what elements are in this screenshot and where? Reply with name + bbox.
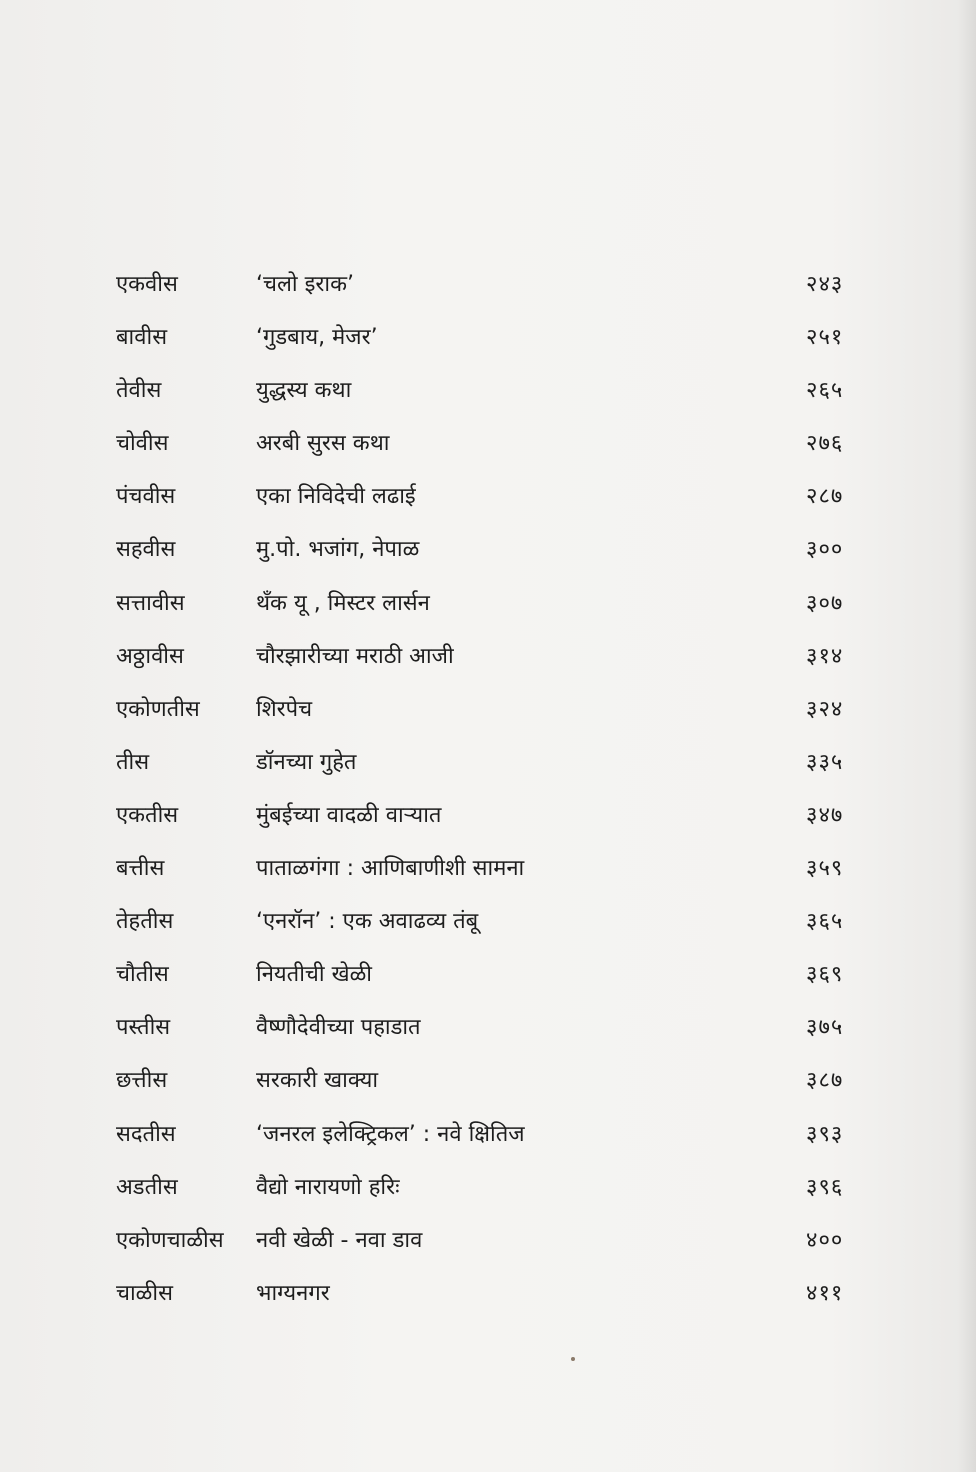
chapter-number: चोवीस bbox=[116, 431, 169, 457]
toc-entry bbox=[0, 642, 976, 695]
chapter-number: बत्तीस bbox=[116, 856, 165, 882]
chapter-title: नियतीची खेळी bbox=[256, 962, 372, 988]
page-number: २५१ bbox=[806, 325, 844, 351]
chapter-title: थँक यू , मिस्टर लार्सन bbox=[256, 590, 430, 616]
toc-entry bbox=[0, 1173, 976, 1226]
chapter-number: सत्तावीस bbox=[116, 590, 185, 616]
page-number: २६५ bbox=[806, 378, 844, 404]
toc-entry bbox=[0, 960, 976, 1013]
table-of-contents bbox=[0, 270, 976, 1332]
chapter-number: पस्तीस bbox=[116, 1015, 171, 1041]
page-number: ३४७ bbox=[806, 802, 844, 828]
chapter-title: पाताळगंगा : आणिबाणीशी सामना bbox=[256, 856, 525, 882]
chapter-title: ‘जनरल इलेक्ट्रिकल’ : नवे क्षितिज bbox=[256, 1121, 525, 1147]
chapter-title: भाग्यनगर bbox=[256, 1280, 330, 1306]
chapter-number: एकतीस bbox=[116, 802, 179, 828]
chapter-title: ‘गुडबाय, मेजर’ bbox=[256, 325, 378, 351]
chapter-number: तेहतीस bbox=[116, 909, 174, 935]
chapter-title: मु.पो. भजांग, नेपाळ bbox=[256, 537, 420, 563]
page-number: ३७५ bbox=[806, 1015, 844, 1041]
chapter-number: एकोणचाळीस bbox=[116, 1227, 224, 1253]
chapter-number: अडतीस bbox=[116, 1174, 178, 1200]
chapter-number: छत्तीस bbox=[116, 1068, 168, 1094]
chapter-number: पंचवीस bbox=[116, 484, 176, 510]
page-number: ३०० bbox=[806, 537, 844, 563]
chapter-title: डॉनच्या गुहेत bbox=[256, 749, 357, 775]
chapter-number: एकोणतीस bbox=[116, 696, 200, 722]
chapter-title: एका निविदेची लढाई bbox=[256, 484, 416, 510]
chapter-number: चाळीस bbox=[116, 1280, 173, 1306]
toc-entry bbox=[0, 429, 976, 482]
toc-entry bbox=[0, 854, 976, 907]
toc-entry bbox=[0, 323, 976, 376]
page-number: ४०० bbox=[806, 1227, 844, 1253]
page-number: २४३ bbox=[806, 272, 844, 297]
chapter-number: अठ्ठावीस bbox=[116, 643, 184, 669]
chapter-title: शिरपेच bbox=[256, 696, 313, 722]
page-number: २७६ bbox=[806, 431, 844, 457]
toc-entry bbox=[0, 376, 976, 429]
chapter-title: ‘चलो इराक’ bbox=[256, 272, 354, 297]
chapter-number: चौतीस bbox=[116, 962, 169, 988]
toc-entry bbox=[0, 270, 976, 323]
chapter-title: ‘एनरॉन’ : एक अवाढव्य तंबू bbox=[256, 909, 479, 935]
toc-entry bbox=[0, 535, 976, 588]
chapter-title: वैद्यो नारायणो हरिः bbox=[256, 1174, 400, 1200]
toc-entry bbox=[0, 1066, 976, 1119]
toc-entry bbox=[0, 1120, 976, 1173]
ink-speck bbox=[571, 1357, 575, 1361]
toc-entry bbox=[0, 907, 976, 960]
page-number: ४११ bbox=[806, 1280, 844, 1306]
page-number: ३३५ bbox=[806, 749, 844, 775]
chapter-title: युद्धस्य कथा bbox=[256, 378, 352, 404]
chapter-title: मुंबईच्या वादळी वाऱ्यात bbox=[256, 802, 442, 828]
toc-entry bbox=[0, 589, 976, 642]
page-number: ३५९ bbox=[806, 856, 844, 882]
chapter-title: नवी खेळी - नवा डाव bbox=[256, 1227, 423, 1253]
page-number: ३०७ bbox=[806, 590, 844, 616]
toc-entry bbox=[0, 1013, 976, 1066]
chapter-number: सदतीस bbox=[116, 1121, 176, 1147]
toc-entry bbox=[0, 801, 976, 854]
chapter-title: सरकारी खाक्या bbox=[256, 1068, 379, 1094]
chapter-title: वैष्णौदेवीच्या पहाडात bbox=[256, 1015, 421, 1041]
page-number: ३१४ bbox=[806, 643, 844, 669]
page-number: ३९६ bbox=[806, 1174, 844, 1200]
chapter-number: तीस bbox=[116, 749, 150, 775]
chapter-number: तेवीस bbox=[116, 378, 162, 404]
toc-entry bbox=[0, 1226, 976, 1279]
page-number: ३६९ bbox=[806, 962, 844, 988]
toc-entry bbox=[0, 1279, 976, 1332]
toc-entry bbox=[0, 748, 976, 801]
page-number: ३८७ bbox=[806, 1068, 844, 1094]
page-number: ३९३ bbox=[806, 1121, 844, 1147]
toc-entry bbox=[0, 482, 976, 535]
chapter-number: सहवीस bbox=[116, 537, 176, 563]
chapter-title: अरबी सुरस कथा bbox=[256, 431, 390, 457]
chapter-number: बावीस bbox=[116, 325, 168, 351]
page-number: ३६५ bbox=[806, 909, 844, 935]
chapter-number: एकवीस bbox=[116, 272, 178, 297]
chapter-title: चौरझारीच्या मराठी आजी bbox=[256, 643, 454, 669]
page-number: ३२४ bbox=[806, 696, 844, 722]
page-number: २८७ bbox=[806, 484, 844, 510]
toc-entry bbox=[0, 695, 976, 748]
